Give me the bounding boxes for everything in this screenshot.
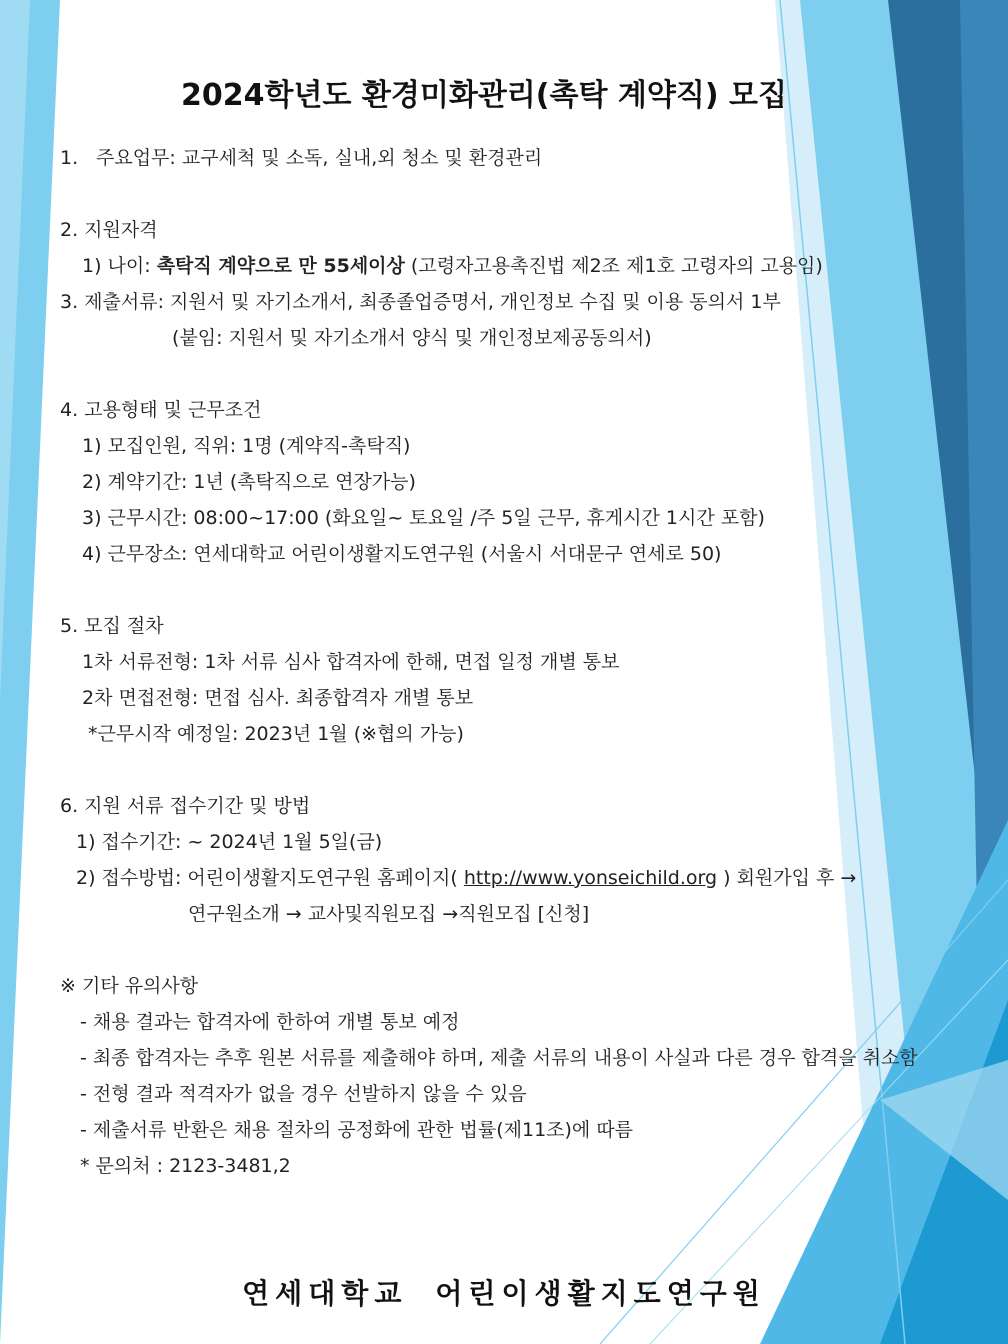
age-prefix: 1) 나이: [82,255,157,277]
section-4-item: 2) 계약기간: 1년 (촉탁직으로 연장가능) [82,471,416,493]
footer-institute: 어린이생활지도연구원 [435,1277,766,1310]
age-note: (고령자고용촉진법 제2조 제1호 고령자의 고용임) [404,255,823,277]
footer-university: 연세대학교 [242,1277,408,1310]
section-5-start-date: *근무시작 예정일: 2023년 1월 (※협의 가능) [88,723,464,745]
section-1-text: 주요업무: 교구세척 및 소독, 실내,외 청소 및 환경관리 [96,147,543,169]
page-title: 2024학년도 환경미화관리(촉탁 계약직) 모집 [181,78,787,113]
section-5-item: 1차 서류전형: 1차 서류 심사 합격자에 한해, 면접 일정 개별 통보 [82,651,620,673]
application-path: 연구원소개 → 교사및직원모집 →직원모집 [신청] [188,903,590,925]
note-item: - 채용 결과는 합격자에 한하여 개별 통보 예정 [80,1011,460,1033]
method-suffix: ) 회원가입 후 → [717,867,857,889]
section-1-number: 1. [60,147,79,169]
homepage-link[interactable]: http://www.yonseichild.org [463,867,718,889]
section-4-item: 1) 모집인원, 직위: 1명 (계약직-촉탁직) [82,435,411,457]
section-3-attachment: (붙임: 지원서 및 자기소개서 양식 및 개인정보제공동의서) [172,327,652,349]
section-2-heading: 2. 지원자격 [60,219,158,241]
section-5-item: 2차 면접전형: 면접 심사. 최종합격자 개별 통보 [82,687,474,709]
section-4-item: 3) 근무시간: 08:00~17:00 (화요일~ 토요일 /주 5일 근무, 휴게시간 1시간 포함) [82,507,765,529]
note-item: - 전형 결과 적격자가 없을 경우 선발하지 않을 수 있음 [80,1083,527,1105]
application-method [76,866,856,890]
application-period: 1) 접수기간: ~ 2024년 1월 5일(금) [76,831,383,853]
section-3-documents: 3. 제출서류: 지원서 및 자기소개서, 최종졸업증명서, 개인정보 수집 및 이용 동의서 1부 [60,291,781,313]
section-6-heading: 6. 지원 서류 접수기간 및 방법 [60,795,311,817]
section-4-item: 4) 근무장소: 연세대학교 어린이생활지도연구원 (서울시 서대문구 연세로 50) [82,543,722,565]
age-requirement: 촉탁직 계약으로 만 55세이상 [156,255,405,277]
footer-organization [0,1276,1008,1312]
section-2-age [82,254,823,278]
section-4-heading: 4. 고용형태 및 근무조건 [60,399,262,421]
notes-heading: ※ 기타 유의사항 [60,975,199,997]
section-5-heading: 5. 모집 절차 [60,615,164,637]
note-item: - 제출서류 반환은 채용 절차의 공정화에 관한 법률(제11조)에 따름 [80,1119,634,1141]
note-item: - 최종 합격자는 추후 원본 서류를 제출해야 하며, 제출 서류의 내용이 사실과 다른 경우 합격을 취소함 [80,1047,918,1069]
contact-info: * 문의처 : 2123-3481,2 [80,1155,291,1177]
method-prefix: 2) 접수방법: 어린이생활지도연구원 홈페이지( [76,867,464,889]
